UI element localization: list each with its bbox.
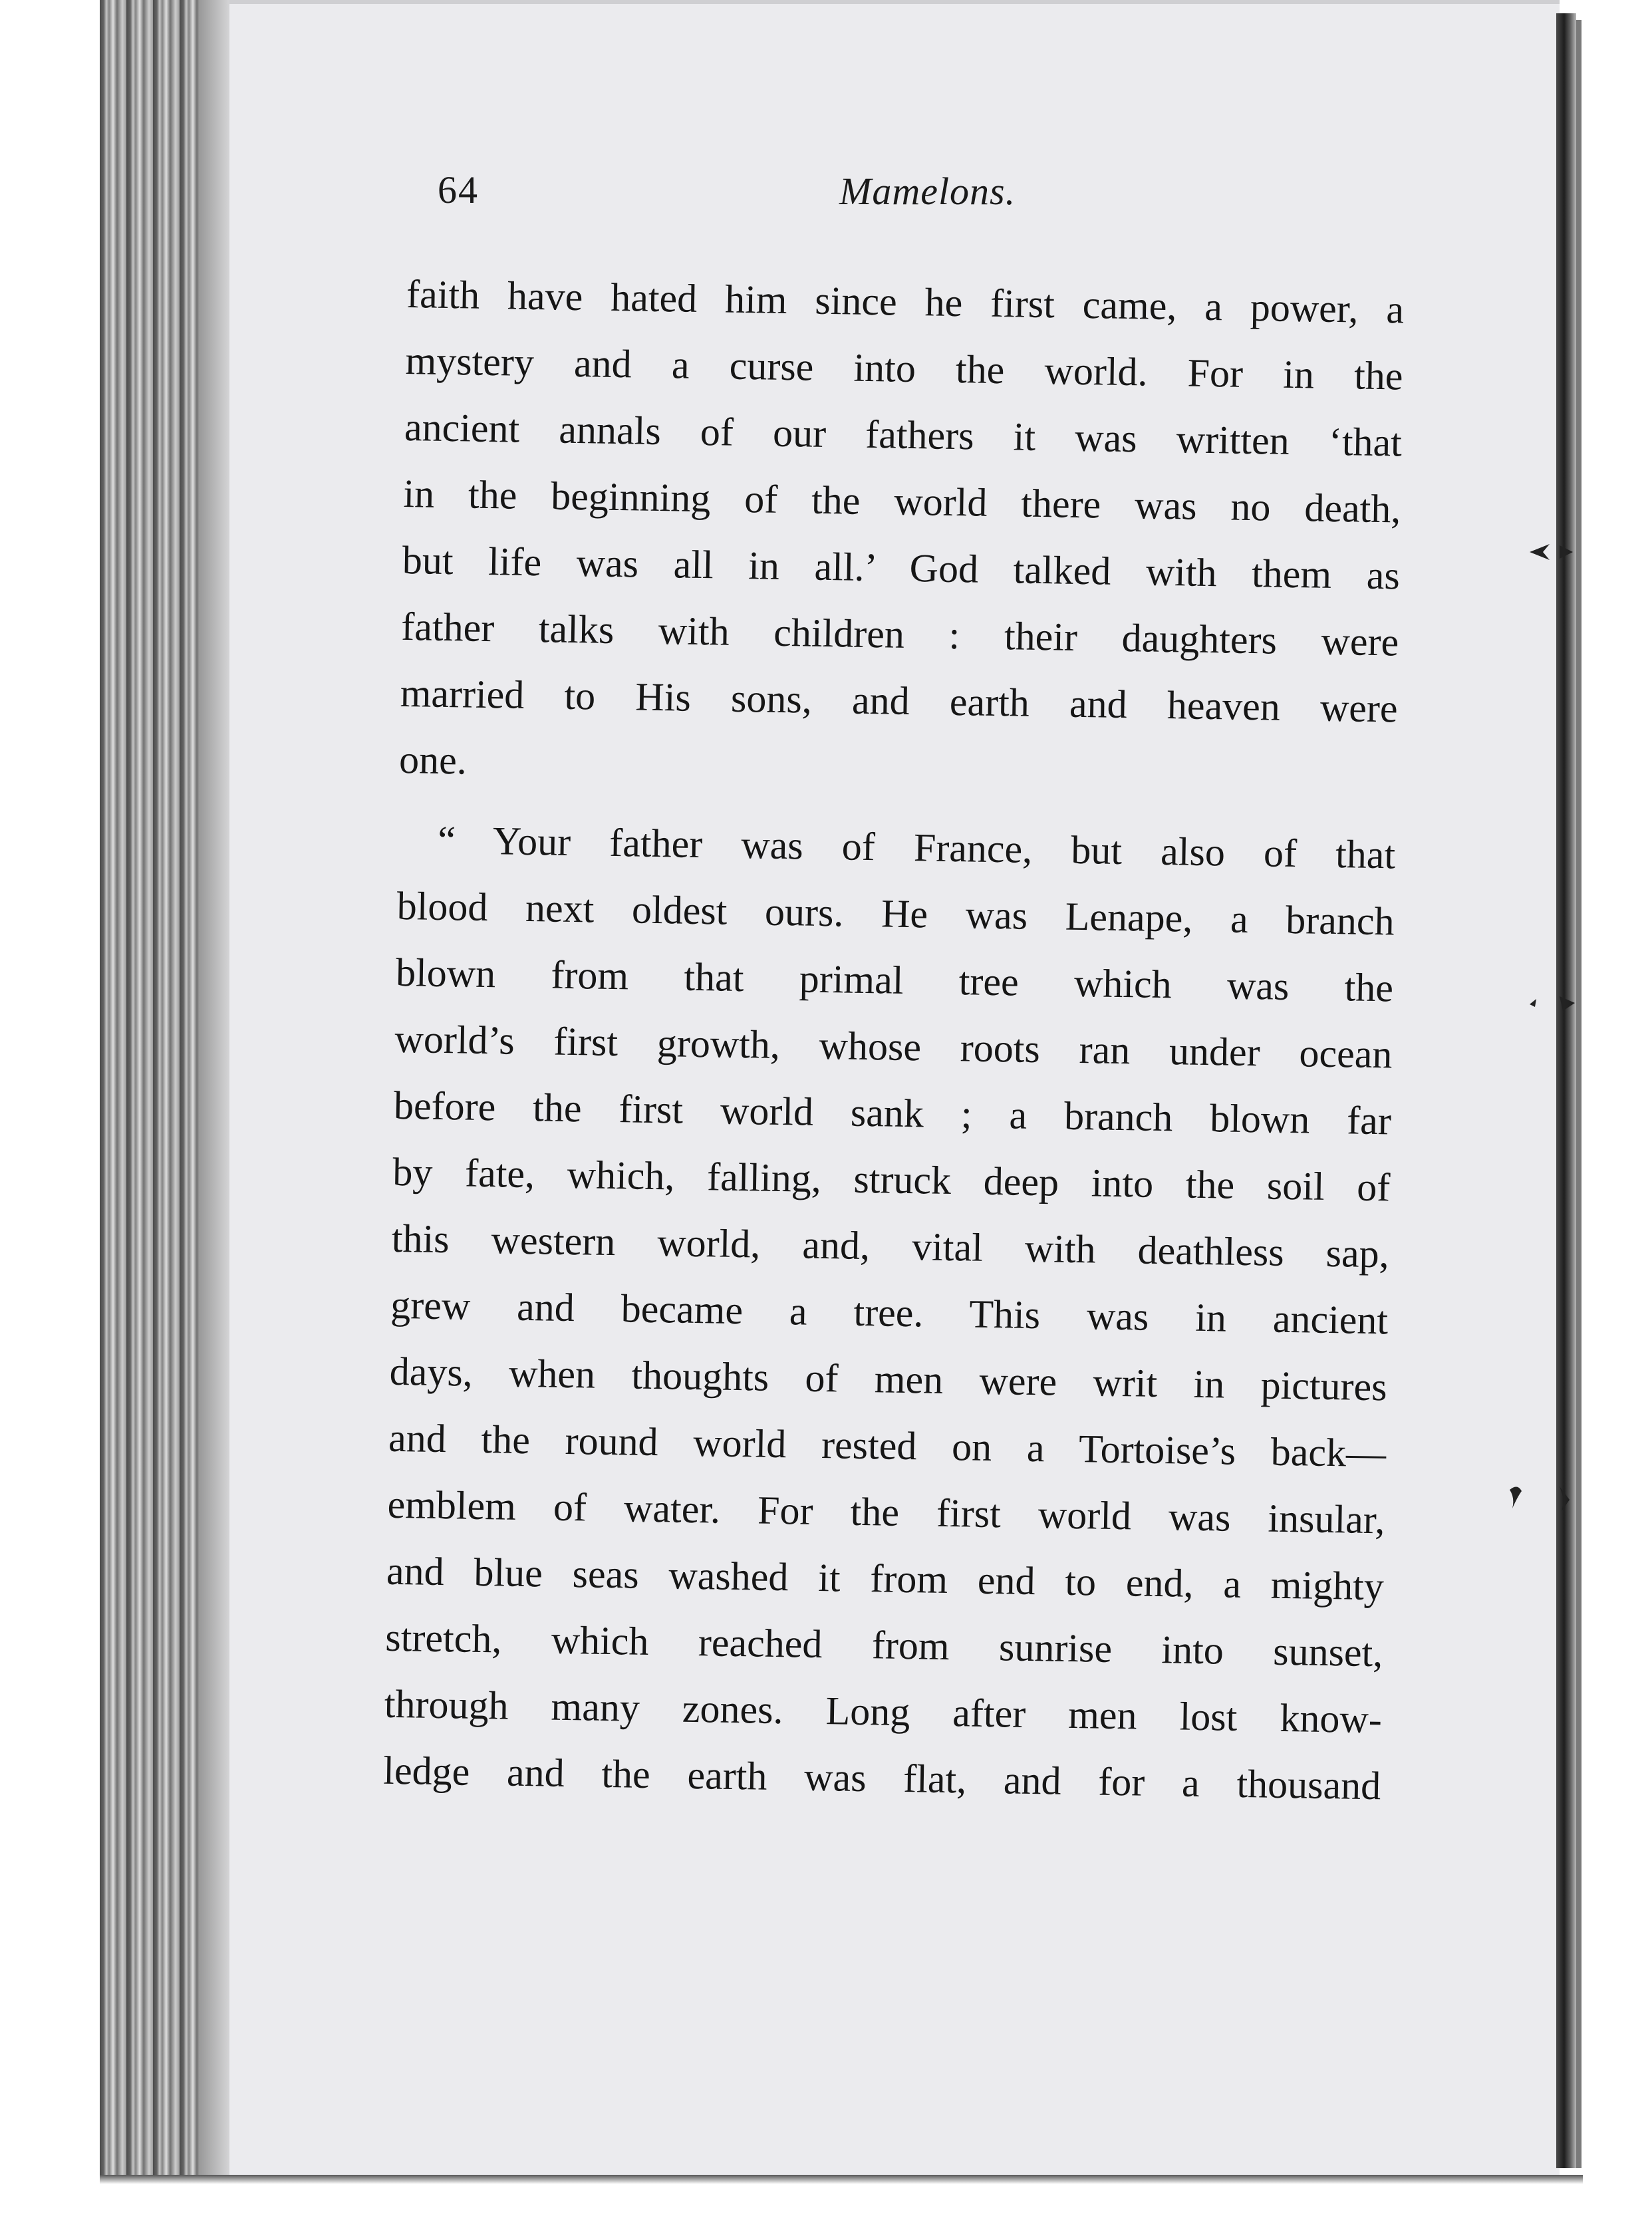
text-line: days, when thoughts of men were writ in pictures [389, 1349, 1388, 1409]
scan-artifact-mark [1523, 532, 1583, 572]
running-title: Mamelons. [839, 170, 1016, 213]
text-line: ledge and the earth was flat, and for a thousand [382, 1748, 1381, 1808]
running-head [438, 168, 1030, 221]
paragraph [383, 806, 1396, 1819]
text-line: world’s first growth, whose roots ran under ocean [394, 1016, 1393, 1077]
text-line: and blue seas washed it from end to end, a mighty [386, 1548, 1385, 1609]
text-line: ancient annals of our fathers it was written ‘that [404, 404, 1403, 465]
text-line: mystery and a curse into the world. For in the [405, 338, 1403, 398]
text-line: in the beginning of the world there was no death, [402, 471, 1401, 531]
text-line: one. [398, 737, 468, 783]
scan-artifact-mark [1503, 1476, 1583, 1523]
paragraph [398, 261, 1404, 808]
text-line: stretch, which reached from sunrise into sunset, [384, 1615, 1383, 1675]
text-line: and the round world rested on a Tortoise’s back— [388, 1415, 1387, 1476]
text-line: but life was all in all.’ God talked with them as [402, 537, 1401, 598]
book-edge-right [1556, 13, 1576, 2168]
page-number: 64 [438, 168, 479, 211]
scan-artifact-mark [1523, 984, 1583, 1024]
text-line: married to His sons, and earth and heaven were [400, 670, 1399, 731]
text-line: through many zones. Long after men lost know- [384, 1681, 1383, 1742]
book-edge-right-outer [1576, 20, 1582, 2168]
body-text [383, 261, 1405, 1819]
text-line: blood next oldest ours. He was Lenape, a branch [396, 883, 1395, 944]
text-line: father talks with children : their daughters were [400, 604, 1399, 664]
text-line: grew and became a tree. This was in ancient [390, 1282, 1389, 1343]
page-bottom-shadow [100, 2175, 1583, 2184]
text-line: this western world, and, vital with deathless sap, [391, 1216, 1390, 1276]
text-line: “ Your father was of France, but also of that [437, 817, 1396, 877]
text-line: faith have hated him since he first came, a power, a [406, 271, 1405, 332]
text-line: by fate, which, falling, struck deep into the soil of [392, 1149, 1391, 1210]
text-line: blown from that primal tree which was the [395, 950, 1394, 1010]
text-line: before the first world sank ; a branch blown far [393, 1083, 1392, 1143]
text-line: emblem of water. For the first world was insular, [387, 1482, 1385, 1542]
